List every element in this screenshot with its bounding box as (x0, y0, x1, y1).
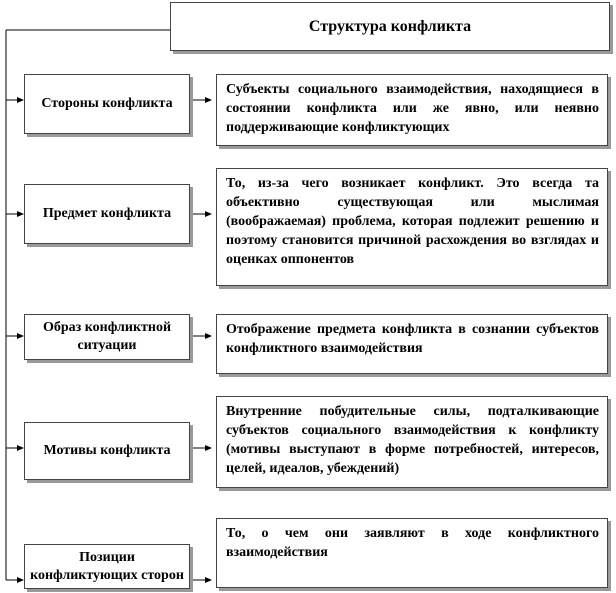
arrow-head (205, 333, 212, 339)
description-text: Отображение предмета конфликта в сознании субъектов конфликтного взаимодействия (226, 322, 599, 356)
component-description (216, 518, 608, 588)
component-label: Предмет конфликта (24, 184, 190, 244)
component-label: Стороны конфликта (24, 74, 190, 134)
description-text: То, о чем они заявляют в ходе конфликтного взаимодействия (226, 526, 599, 560)
component-description (216, 74, 608, 146)
arrow-head (205, 211, 212, 217)
component-label: Образ конфликтной ситуации (24, 314, 190, 360)
diagram-title: Структура конфликта (170, 2, 610, 51)
description-text: Субъекты социального взаимодействия, находящиеся в состоянии конфликта или же явно, или неявно поддерживающие конфликтующих (226, 82, 599, 135)
description-text: То, из-за чего возникает конфликт. Это всегда та объективно существующая или мыслимая (воображаемая) проблема, которая подлежит решению и поэтому становится причиной расхождения во взглядах и оценках оппонентов (226, 176, 599, 267)
component-description (216, 396, 608, 488)
component-label: Мотивы конфликта (24, 422, 190, 480)
arrow-head (205, 97, 212, 103)
arrow-head (17, 211, 24, 217)
component-description (216, 314, 608, 374)
arrow-head (17, 445, 24, 451)
arrow-head (17, 577, 24, 583)
description-text: Внутренние побудительные силы, подталкивающие субъектов социального взаимодействия к конфликту (мотивы выступают в форме потребностей, интересов, целей, идеалов, убеждений) (226, 404, 599, 476)
arrow-head (17, 97, 24, 103)
component-label: Позиции конфликтующих сторон (24, 544, 190, 589)
arrow-head (17, 333, 24, 339)
arrow-head (205, 577, 212, 583)
arrow-head (205, 445, 212, 451)
component-description (216, 168, 608, 286)
